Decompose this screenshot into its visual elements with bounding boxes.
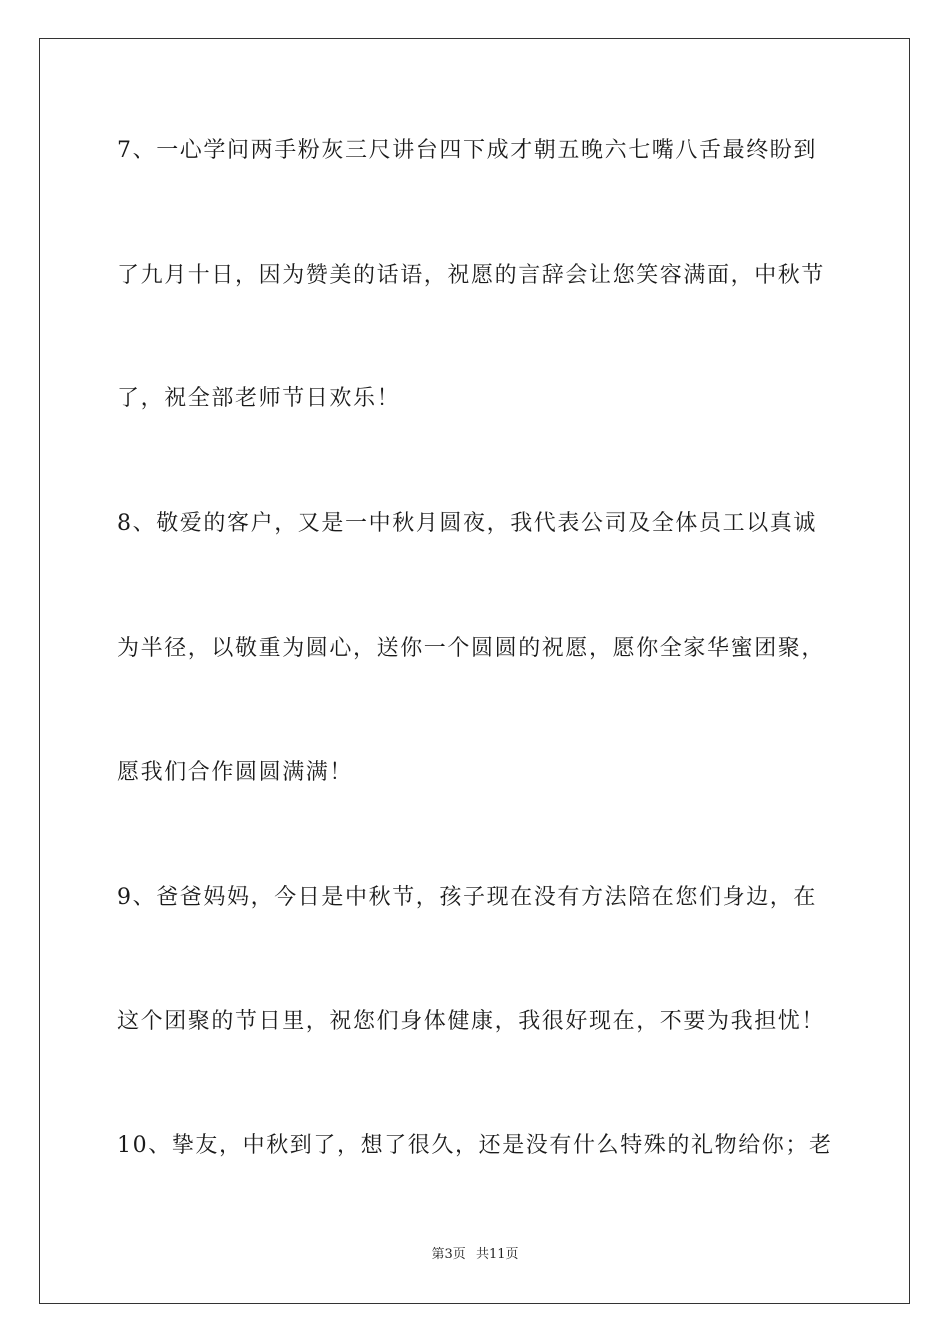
text-line-7: 9、爸爸妈妈，今日是中秋节，孩子现在没有方法陪在您们身边，在 (117, 885, 817, 910)
text-line-5: 为半径，以敬重为圆心，送你一个圆圆的祝愿，愿你全家华蜜团聚， (117, 636, 826, 661)
text-line-3: 了，祝全部老师节日欢乐！ (117, 386, 401, 411)
page-footer (0, 1246, 950, 1264)
text-line-4: 8、敬爱的客户，又是一中秋月圆夜，我代表公司及全体员工以真诚 (117, 511, 817, 536)
page-number-current: 第3页 (431, 1247, 466, 1262)
text-line-6: 愿我们合作圆圆满满！ (117, 760, 354, 785)
text-line-1: 7、一心学问两手粉灰三尺讲台四下成才朝五晚六七嘴八舌最终盼到 (117, 138, 817, 163)
text-line-8: 这个团聚的节日里，祝您们身体健康，我很好现在，不要为我担忧！ (117, 1009, 826, 1034)
text-line-2: 了九月十日，因为赞美的话语，祝愿的言辞会让您笑容满面，中秋节 (117, 263, 826, 288)
page-border (39, 38, 910, 1304)
text-line-9: 10、挚友，中秋到了，想了很久，还是没有什么特殊的礼物给你；老 (117, 1133, 833, 1158)
page-number-total: 共11页 (475, 1247, 519, 1262)
